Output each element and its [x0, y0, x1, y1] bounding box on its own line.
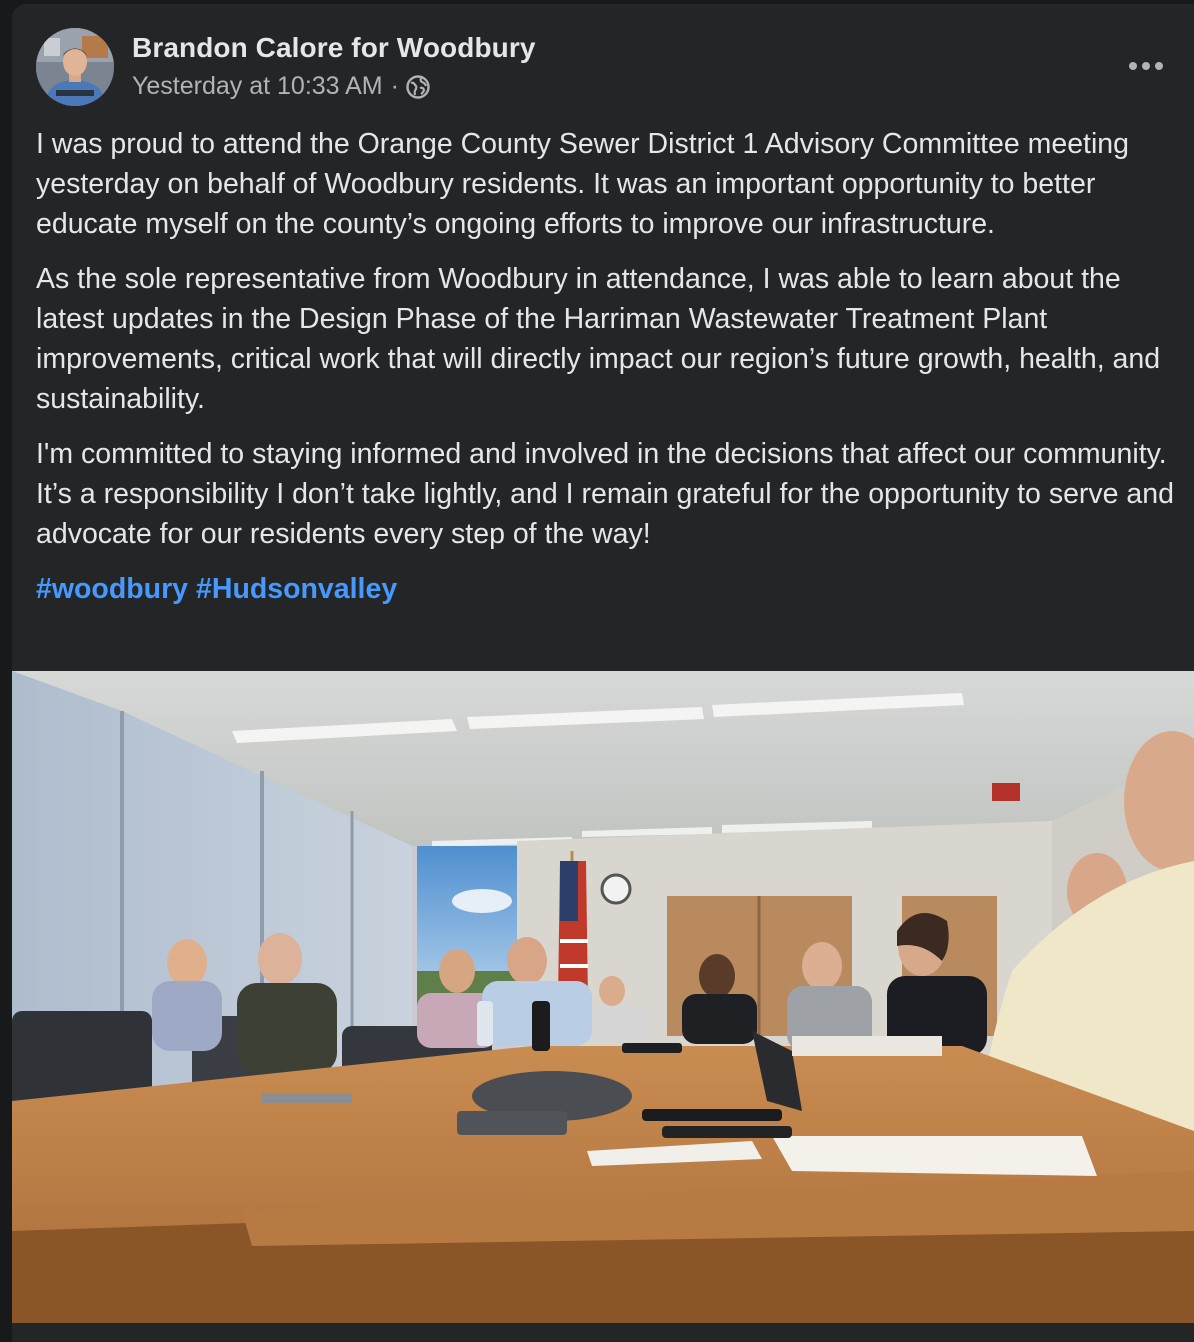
- reactions-bar: [12, 1323, 1194, 1342]
- hashtags: [36, 569, 1176, 609]
- more-options-icon[interactable]: [1124, 44, 1168, 88]
- post-body: [36, 124, 1176, 624]
- hashtag-link[interactable]: #Hudsonvalley: [196, 573, 398, 605]
- profile-avatar[interactable]: [36, 28, 114, 106]
- post-timestamp[interactable]: Yesterday at 10:33 AM: [132, 72, 383, 100]
- post-paragraph: I'm committed to staying informed and involved in the decisions that affect our community. It’s a responsibility I don’t take lightly, and I remain grateful for the opportunity to serve and advocate for our residents every step of the way!: [36, 438, 1174, 550]
- globe-icon[interactable]: [405, 74, 431, 100]
- post-photo[interactable]: [12, 671, 1194, 1323]
- meta-separator: ·: [390, 72, 399, 100]
- post-paragraph: I was proud to attend the Orange County Sewer District 1 Advisory Committee meeting yesterday on behalf of Woodbury residents. It was an important opportunity to better educate myself on the county’s ongoing efforts to improve our infrastructure.: [36, 128, 1130, 240]
- facebook-post: [12, 4, 1194, 1342]
- post-author-name[interactable]: Brandon Calore for Woodbury: [132, 32, 536, 63]
- post-meta: [132, 72, 431, 101]
- post-paragraph: As the sole representative from Woodbury in attendance, I was able to learn about the latest updates in the Design Phase of the Harriman Wastewater Treatment Plant improvements, critical work that will directly impact our region’s future growth, health, and sustainability.: [36, 263, 1161, 415]
- hashtag-link[interactable]: #woodbury: [36, 573, 189, 605]
